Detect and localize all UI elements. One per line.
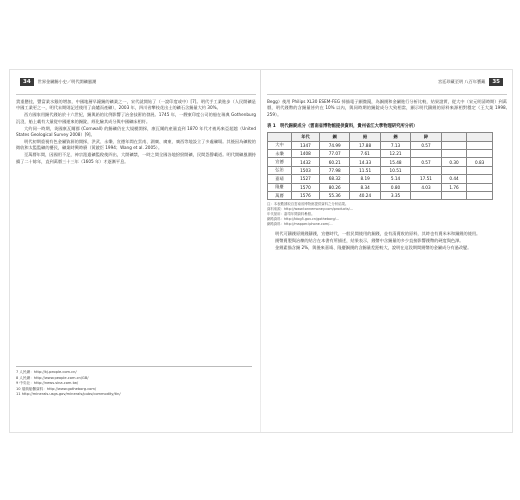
table-cell: 1527: [291, 175, 319, 183]
table-header-cell: [268, 133, 292, 141]
table-cell: 隆慶: [268, 183, 292, 191]
table-cell: 8.34: [350, 183, 380, 191]
table-cell: [467, 191, 493, 199]
table-note: 注：本表數據取自雲南省博物館提供資料之分析結果。: [267, 202, 349, 207]
table-note: 網路資料：http://blog5.gov.cn/gotheborg/...: [267, 217, 339, 222]
left-paragraph: 西方國家用錫代錢始於十六世紀，錫與鉛的比例影響了冶金技術的發展。1745 年，一艘東印度公司的船在瑞典 Gothenburg 沉沒，船上載有大量從中國運來的錫錠，經化驗其成分與中國礦床相符。: [16, 112, 256, 124]
table-row: [268, 158, 493, 166]
table-cell: 0.44: [441, 175, 467, 183]
right-running-head: 宮廷珍藏至明 八百年寶藏: [437, 79, 486, 84]
table-cell: 12.21: [380, 150, 410, 158]
table-cell: [441, 166, 467, 174]
table-header-row: [268, 133, 493, 141]
table-body: [268, 141, 493, 200]
table-cell: 永樂: [268, 150, 292, 158]
table-note: 資料來源：http://www.tonnemoney.com/products/...: [267, 207, 353, 212]
table-row: [268, 191, 493, 199]
table-cell: 68.32: [320, 175, 350, 183]
table-note: 網路資料：http://mapper.iphone.com/...: [267, 222, 333, 227]
right-paragraph: 錢幣賣製與冶煉的結合在本書有所描述，結果表示，錢幣中含錫量的多少直接影響錢幣的硬度與色澤。: [275, 238, 464, 244]
table-cell: [467, 175, 493, 183]
table-header-cell: [441, 133, 467, 141]
table-cell: [411, 166, 441, 174]
table-cell: 0.80: [380, 183, 410, 191]
table-cell: 55.36: [320, 191, 350, 199]
table-cell: 80.26: [320, 183, 350, 191]
left-paragraph: 大約同一時期，英國康瓦爾郡 (Cornwall) 的錫礦仍在大規模開採，康瓦爾的產量直到 1870 年代才被馬來亞超越（United States Geological Survey 2008）[9]。: [16, 125, 256, 138]
table-cell: 1576: [291, 191, 319, 199]
footnote: 11 http://minerals.usgs.gov/minerals/pubs/commodity/tin/: [16, 392, 121, 397]
right-paragraph: 金錢素描含錫 2%，與後來嘉靖、隆慶銅錢的含錫量差距較大，說明在這段期間錢幣的金屬成分有過改變。: [275, 245, 472, 251]
table-cell: 10.51: [380, 166, 410, 174]
table-header-cell: 銅: [320, 133, 350, 141]
left-running-head: 世界金屬錫小史／明代開礦風潮: [37, 79, 97, 84]
table-cell: 17.51: [411, 175, 441, 183]
table-cell: 1570: [291, 183, 319, 191]
table-cell: 74.99: [320, 141, 350, 149]
table-cell: 1503: [291, 166, 319, 174]
table-notes: [267, 202, 507, 227]
right-page-number: 35: [489, 78, 503, 86]
table-cell: 嘉靖: [268, 175, 292, 183]
table-cell: 17.88: [350, 141, 380, 149]
table-cell: 0.57: [411, 141, 441, 149]
table-cell: [441, 150, 467, 158]
table-cell: [411, 150, 441, 158]
left-paragraph: 明代初期重視有色金屬資源的開採，洪武、永樂、宣德年間在雲南、湖廣、廣東、廣西等地設立了多處礦場。其後因為礦稅的徵收和太監監礦的擾民，礦業時興時廢（黃啟臣 1994；Wang et al. 2005）。: [16, 138, 256, 151]
table-cell: 1347: [291, 141, 319, 149]
table-cell: [467, 141, 493, 149]
right-body-text-bottom: [267, 231, 507, 251]
footnote: 10 瑞典船難資料：http://www.gotheborg.com/: [16, 386, 97, 391]
table-cell: 7.61: [350, 150, 380, 158]
table-header-cell: 年代: [291, 133, 319, 141]
footnote: 7 人民網：http://kj.people.com.cn/: [16, 370, 77, 374]
left-footnotes: [16, 366, 252, 398]
table-note: 年代採用：嘉靖年間資料參照。: [267, 212, 315, 217]
table-cell: 7.13: [380, 141, 410, 149]
table-cell: [467, 166, 493, 174]
table-row: [268, 175, 493, 183]
table-cell: 77.07: [320, 150, 350, 158]
table-row: [268, 141, 493, 149]
table-cell: [411, 191, 441, 199]
table-row: [268, 183, 493, 191]
left-paragraph: 貴重懸挂，豐富業水銀的增加，中國地層早鐘錫的礦業之一，宋代就開始了（一說印度或中）[7]。明代手工業進步（人民開礦是中國工業更之一，明代末期則記述使用了高爐而產礦），2003 年，四川省攀枝花出土的礦石含錫量大約 30%。: [16, 99, 256, 111]
right-page: [267, 70, 507, 432]
left-page: [16, 70, 256, 432]
table-cell: 1.76: [441, 183, 467, 191]
book-gutter: [260, 70, 261, 432]
table-cell: [467, 183, 493, 191]
left-page-header: [16, 70, 256, 95]
right-paragraph: 明代可鑄錢原錢錢鑄錢，宣德時代，一般民間使用的銅錢，並有清賣收的原料，其時也有賣米米和銅錢的使用。: [275, 231, 481, 237]
table-cell: 15.48: [380, 158, 410, 166]
table-cell: 3.35: [380, 191, 410, 199]
table-cell: 11.51: [350, 166, 380, 174]
book-spread: [10, 70, 512, 432]
table-cell: 77.98: [320, 166, 350, 174]
table-header-cell: [467, 133, 493, 141]
table-cell: 大中: [268, 141, 292, 149]
table-header-cell: 錫: [380, 133, 410, 141]
table-cell: 1432: [291, 158, 319, 166]
table-cell: 14.33: [350, 158, 380, 166]
table-cell: 萬曆: [268, 191, 292, 199]
right-page-header: [267, 70, 507, 95]
table-title: 表 1 明代錫錠成分（雲南省博物館提供資料，貴州省江大學物理研究所分析）: [267, 124, 418, 130]
table-cell: [467, 150, 493, 158]
table-cell: 60.21: [320, 158, 350, 166]
table-cell: 8.19: [350, 175, 380, 183]
table-cell: [441, 191, 467, 199]
right-body-text-top: [267, 99, 507, 118]
table-header-cell: 鉛: [350, 133, 380, 141]
table-cell: 40.24: [350, 191, 380, 199]
left-page-number: 34: [20, 78, 34, 86]
footnote: 8 人民網：http://www.people.com.cn/GB/: [16, 375, 89, 380]
table-cell: 宣德: [268, 158, 292, 166]
table-cell: 弘治: [268, 166, 292, 174]
table-cell: 0.30: [441, 158, 467, 166]
table-cell: 4.03: [411, 183, 441, 191]
right-paragraph: Begg）使用 Philips XL30 ESEM-FEG 掃描電子顯微鏡，為銅錢和金屬進行分析比較，結果證實，從大中（宋元明清時期）到萬曆，明代錢幣的含錫量皆約在 10% 以內，與同時期的錫錠成分大致相當，顯示明代鑄錢的原料來源相對穩定（王大業 1998, 259）。: [267, 99, 507, 117]
table-cell: 5.14: [380, 175, 410, 183]
table-cell: [441, 141, 467, 149]
table-header-cell: 鋅: [411, 133, 441, 141]
table-cell: 1408: [291, 150, 319, 158]
left-paragraph: 至萬曆年間，因國用不足，神宗派遣礦監稅使四出，大開礦禁，一時之間全國各地紛紛開礦，民間怨聲載道。明代開礦風潮持續了二十餘年，直到萬曆三十三年（1605 年）才逐漸平息。: [16, 152, 256, 164]
table-cell: 0.57: [411, 158, 441, 166]
left-body-text: [16, 99, 256, 165]
table-row: [268, 166, 493, 174]
table-cell: 0.83: [467, 158, 493, 166]
table-row: [268, 150, 493, 158]
footnote: 9 中央社：http://news.sina.com.tw/: [16, 381, 79, 386]
alloy-table: [267, 132, 493, 200]
